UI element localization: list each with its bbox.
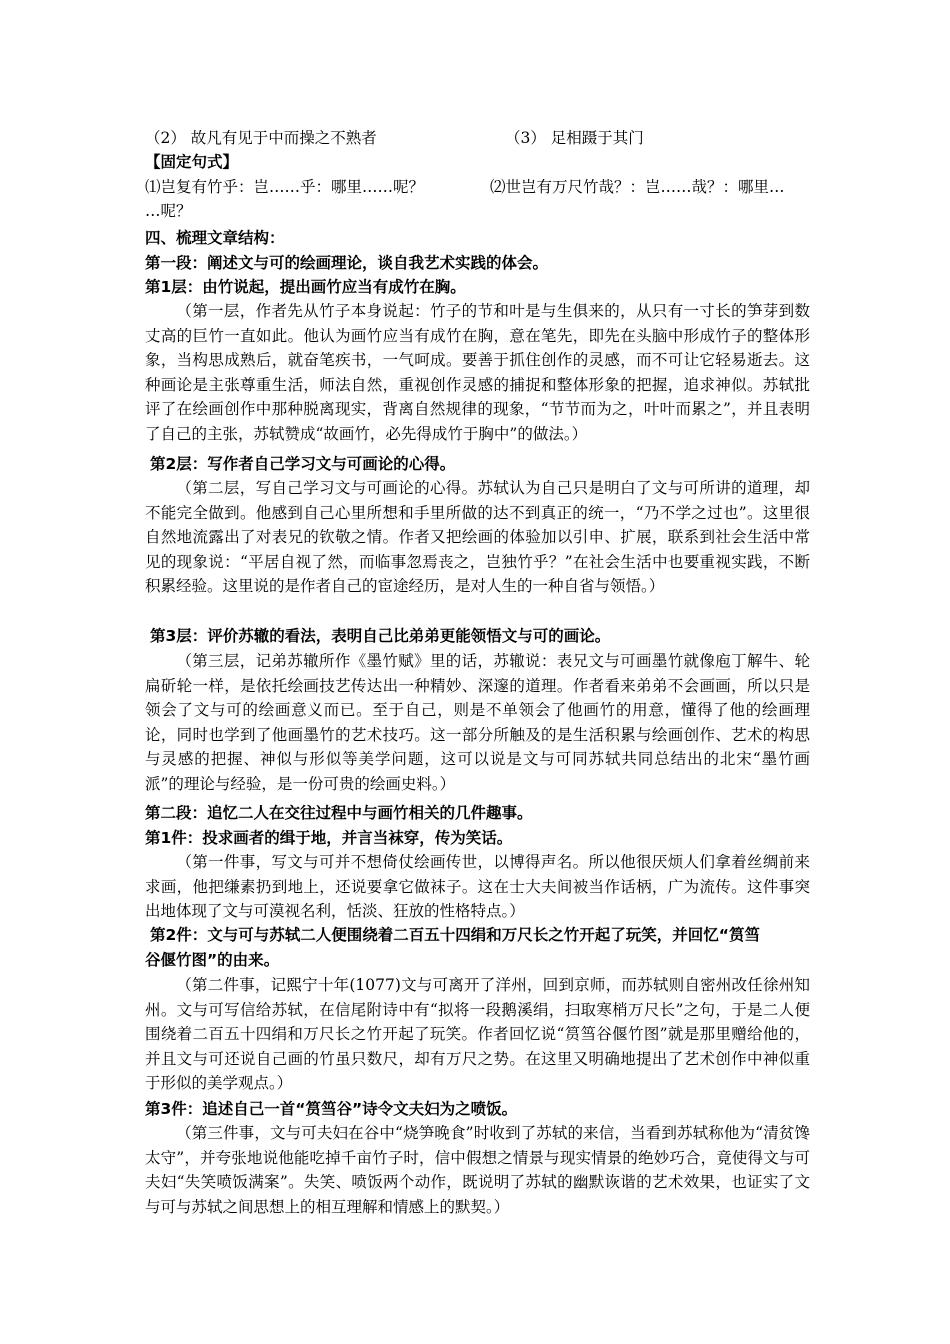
event2-paragraph bbox=[145, 973, 810, 1096]
event1-text: （第一件事，写文与可并不想倚仗绘画传世，以博得声名。所以他很厌烦人们拿着丝绸前来求画，他把缣素扔到地上，还说要拿它做袜子。这在士大夫间被当作话柄，广为流传。这件事突出地体现了文与可漠视名利，恬淡、狂放的性格特点。） bbox=[145, 853, 810, 920]
layer1-text: （第一层，作者先从竹子本身说起：竹子的节和叶是与生俱来的，从只有一寸长的笋芽到数丈高的巨竹一直如此。他认为画竹应当有成竹在胸，意在笔先，即先在头脑中形成竹子的整体形象，当构思成熟后，就奋笔疾书，一气呵成。要善于抓住创作的灵感，而不可让它轻易逝去。这种画论是主张尊重生活，师法自然，重视创作灵感的捕捉和整体形象的把握，追求神似。苏轼批评了在绘画创作中那种脱离现实，背离自然规律的现象，“节节而为之，叶叶而累之”，并且表明了自己的主张，苏轼赞成“故画竹，必先得成竹于胸中”的做法。） bbox=[145, 302, 810, 443]
fixed-pattern-line1 bbox=[145, 175, 815, 199]
vocab-item-3: （3） 足相蹑于其门 bbox=[505, 129, 644, 147]
event2-text: （第二件事，记熙宁十年(1077)文与可离开了洋州，回到京师，而苏轼则自密州改任徐州知州。文与可写信给苏轼，在信尾附诗中有“拟将一段鹅溪绢，扫取寒梢万尺长”之句，于是二人便围绕着二百五十四绢和万尺长之竹开起了玩笑。作者回忆说“筼筜谷偃竹图”就是那里赠给他的，并且文与可还说自己画的竹虽只数尺，却有万尺之势。在这里又明确地提出了艺术创作中神似重于形似的美学观点。） bbox=[145, 976, 810, 1092]
event3-paragraph bbox=[145, 1121, 810, 1219]
layer3-paragraph bbox=[145, 649, 810, 796]
layer2-title: 第2层：写作者自己学习文与可画论的心得。 bbox=[150, 455, 456, 473]
section4-heading: 四、梳理文章结构： bbox=[145, 229, 285, 247]
layer1-paragraph bbox=[145, 299, 810, 446]
fixed-pattern-2: ⑵世岂有万尺竹哉？：岂……哉？：哪里… bbox=[490, 178, 785, 196]
layer2-text: （第二层，写自己学习文与可画论的心得。苏轼认为自己只是明白了文与可所讲的道理，却不能完全做到。他感到自己心里所想和手里所做的达不到真正的统一，“乃不学之过也”。这里很自然地流露出了对表兄的钦敬之情。作者又把绘画的体验加以引申、扩展，联系到社会生活中常见的现象说：“平居自视了然，而临事忽焉丧之，岂独竹乎？”在社会生活中也要重视实践，不断积累经验。这里说的是作者自己的宦途经历，是对人生的一种自省与领悟。） bbox=[145, 479, 810, 595]
vocab-item-2: （2） 故凡有见于中而操之不熟者 bbox=[145, 129, 377, 147]
fixed-pattern-heading: 【固定句式】 bbox=[145, 153, 239, 171]
vocab-items-row bbox=[145, 126, 815, 150]
event3-title: 第3件：追述自己一首“筼筜谷”诗令文夫妇为之喷饭。 bbox=[145, 1100, 518, 1118]
layer1-title: 第1层：由竹说起，提出画竹应当有成竹在胸。 bbox=[145, 278, 466, 296]
part2-title: 第二段：追忆二人在交往过程中与画竹相关的几件趣事。 bbox=[145, 804, 533, 822]
event3-text: （第三件事，文与可夫妇在谷中“烧笋晚食”时收到了苏轼的来信，当看到苏轼称他为“清贫馋太守”，并夸张地说他能吃掉千亩竹子时，信中假想之情景与现实情景的绝妙巧合，竟使得文与可夫妇“失笑喷饭满案”。失笑、喷饭两个动作，既说明了苏轼的幽默诙谐的艺术效果，也证实了文与可与苏轼之间思想上的相互理解和情感上的默契。） bbox=[145, 1124, 810, 1216]
fixed-pattern-1: ⑴岂复有竹乎：岂……乎：哪里……呢？ bbox=[145, 178, 425, 196]
event2-title-line2: 谷偃竹图”的由来。 bbox=[145, 951, 280, 969]
event1-title: 第1件：投求画者的缉于地，并言当袜穿，传为笑话。 bbox=[145, 829, 513, 847]
layer2-paragraph bbox=[145, 476, 810, 599]
event2-title-line1: 第2件：文与可与苏轼二人便围绕着二百五十四绢和万尺长之竹开起了玩笑，并回忆“筼筜 bbox=[150, 926, 760, 944]
fixed-pattern-line2: …呢？ bbox=[145, 202, 192, 220]
event1-paragraph bbox=[145, 850, 810, 924]
layer3-text: （第三层，记弟苏辙所作《墨竹赋》里的话，苏辙说：表兄文与可画墨竹就像庖丁解牛、轮扁斫轮一样，是依托绘画技艺传达出一种精妙、深邃的道理。作者看来弟弟不会画画，所以只是领会了文与可的绘画意义而已。至于自己，则是不单领会了他画竹的用意，懂得了他的绘画理论，同时也学到了他画墨竹的艺术技巧。这一部分所触及的是生活积累与绘画创作、艺术的构思与灵感的把握、神似与形似等美学问题，这可以说是文与可同苏轼共同总结出的北宋“墨竹画派”的理论与经验，是一份可贵的绘画史料。） bbox=[145, 652, 810, 793]
layer3-title: 第3层：评价苏辙的看法，表明自己比弟弟更能领悟文与可的画论。 bbox=[150, 627, 611, 645]
part1-title: 第一段：阐述文与可的绘画理论，谈自我艺术实践的体会。 bbox=[145, 254, 549, 272]
